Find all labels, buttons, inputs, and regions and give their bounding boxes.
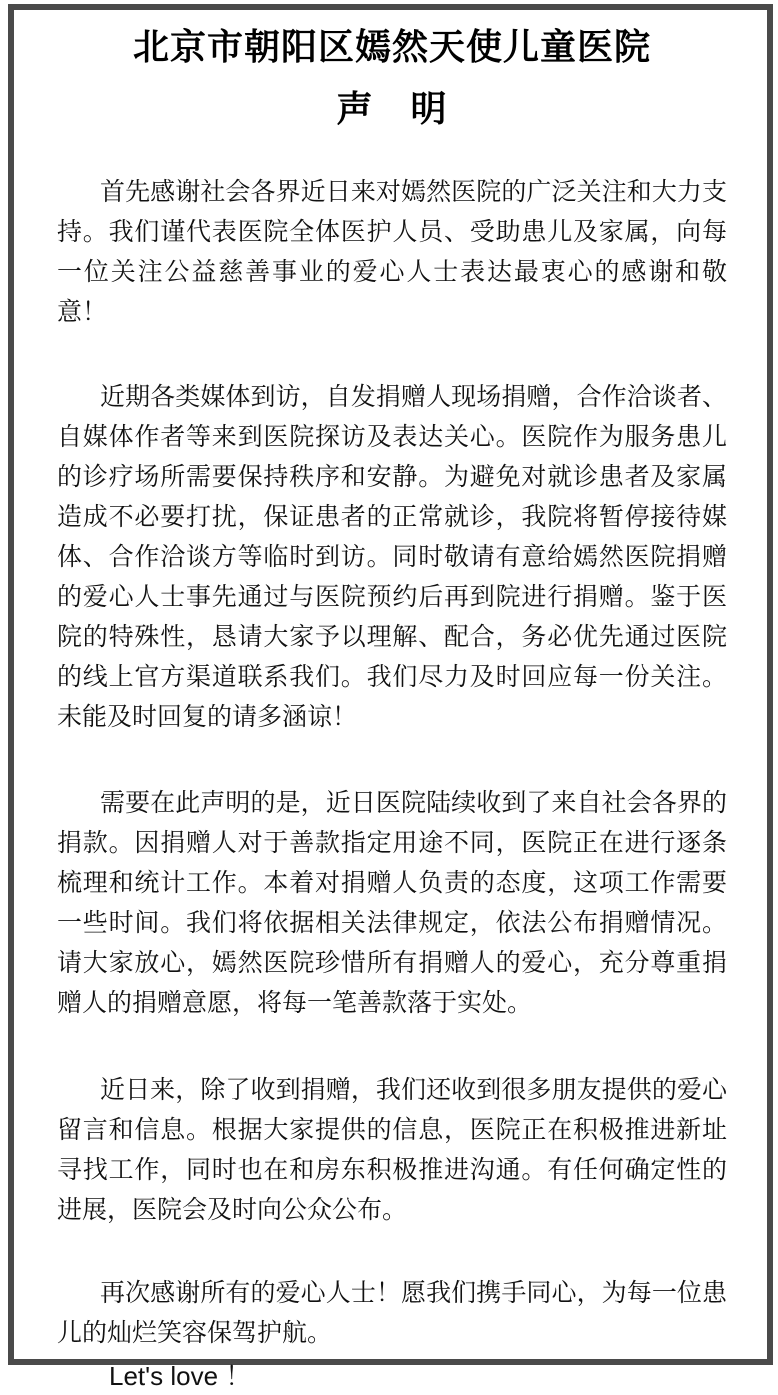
statement-paragraph-thanks: 首先感谢社会各界近日来对嫣然医院的广泛关注和大力支持。我们谨代表医院全体医护人员、受助患儿及家属，向每一位关注公益慈善事业的爱心人士表达最衷心的感谢和敬意！ [57, 178, 727, 326]
statement-paragraph-closing-thanks: 再次感谢所有的爱心人士！愿我们携手同心，为每一位患儿的灿烂笑容保驾护航。 [57, 1279, 727, 1347]
statement-title [57, 16, 727, 140]
hospital-name: 北京市朝阳区嫣然天使儿童医院 [132, 26, 651, 67]
statement-content [14, 16, 767, 1395]
statement-border-frame [8, 4, 773, 1391]
closing-line: Let's love ！ [109, 1361, 252, 1391]
statement-paragraph-relocation: 近日来，除了收到捐赠，我们还收到很多朋友提供的爱心留言和信息。根据大家提供的信息，医院正在积极推进新址寻找工作，同时也在和房东积极推进沟通。有任何确定性的进展，医院会及时向公众公布。 [57, 1076, 727, 1224]
statement-heading: 声 明 [336, 88, 448, 129]
statement-paragraph-visits: 近期各类媒体到访，自发捐赠人现场捐赠，合作洽谈者、自媒体作者等来到医院探访及表达关心。医院作为服务患儿的诊疗场所需要保持秩序和安静。为避免对就诊患者及家属造成不必要打扰，保证患者的正常就诊，我院将暂停接待媒体、合作洽谈方等临时到访。同时敬请有意给嫣然医院捐赠的爱心人士事先通过与医院预约后再到院进行捐赠。鉴于医院的特殊性，恳请大家予以理解、配合，务必优先通过医院的线上官方渠道联系我们。我们尽力及时回应每一份关注。未能及时回复的请多涵谅！ [57, 383, 727, 731]
statement-paragraph-donations: 需要在此声明的是，近日医院陆续收到了来自社会各界的捐款。因捐赠人对于善款指定用途不同，医院正在进行逐条梳理和统计工作。本着对捐赠人负责的态度，这项工作需要一些时间。我们将依据相关法律规定，依法公布捐赠情况。请大家放心，嫣然医院珍惜所有捐赠人的爱心，充分尊重捐赠人的捐赠意愿，将每一笔善款落于实处。 [57, 789, 727, 1017]
